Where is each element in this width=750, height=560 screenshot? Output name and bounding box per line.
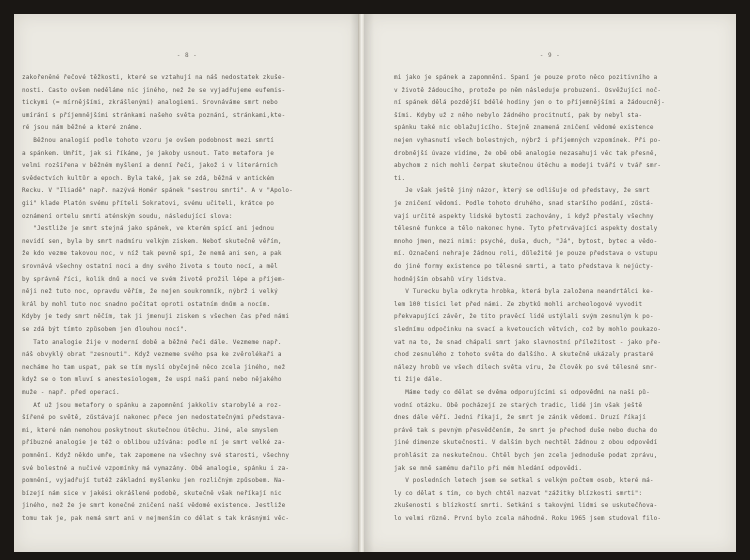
- text-line: "Jestliže je smrt stejná jako spánek, ve kterém spící ani jednou: [22, 225, 275, 233]
- text-line: je zničení vědomí. Podle tohoto druhého, snad staršího podání, zůstá-: [394, 200, 654, 207]
- text-line: V posledních letech jsem se setkal s velkým počtem osob, které má-: [394, 477, 654, 485]
- text-line: nosti. Často ovšem neděláme nic jiného, než že se vyjadřujeme eufemis-: [22, 86, 286, 94]
- text-line: zakořeněné řečové těžkosti, které se vztahují na náš nedostatek zkuše-: [22, 74, 286, 81]
- text-line: prohlásit za neskutečnou. Chtěl bych jen zcela jednoduše podat zprávu,: [394, 452, 658, 459]
- text-line: Běžnou analogií podle tohoto vzoru je ovšem podobnost mezi smrtí: [22, 137, 275, 144]
- text-line: nejen vyhasnutí všech bolestných, nýbrž i příjemných vzpomínek. Při po-: [394, 137, 662, 144]
- text-line: příbuzné analogie je též o oblibou užívána: podle ní je smrt velké za-: [22, 439, 286, 447]
- text-line: lo velmi různě. První bylo zcela náhodné. Roku 1965 jsem studoval filo-: [394, 515, 662, 522]
- text-line: oznámení ortelu smrti aténským soudu, následující slova:: [22, 212, 233, 220]
- text-line: svědectvích kultůr a epoch. Byla také, jak se zdá, běžná v antickém: [22, 174, 275, 182]
- text-line: náš obvyklý obrat "zesnouti". Když vezmeme svého psa ke zvěrolékaři a: [22, 351, 282, 359]
- text-line: hodnějším obsahů víry lidstva.: [394, 275, 507, 283]
- text-line: Kdyby je tedy smrt něčím, tak ji jmenuji ziskem s všechen čas před námi: [22, 313, 290, 321]
- text-line: jiné dimenze skutečnosti. V dalším bych nechtěl žádnou z obou odpovědí: [394, 439, 658, 447]
- text-line: vají určité aspekty lidské bytosti zachovány, i když přestaly všechny: [394, 212, 654, 220]
- text-line: nálezy hrobů ve všech dílech světa víru, že člověk po své tělesné smr-: [394, 363, 658, 371]
- text-line: necháme ho tam uspat, pak se tím myslí obyčejně něco zcela jiného, než: [22, 363, 286, 371]
- text-line: velmi rozšířena v běžném myšlení a denní řeči, jakož i v literárních: [22, 162, 278, 170]
- text-line: abychom z nich mohli čerpat skutečnou útěchu a modeji tváří v tvář smr-: [394, 162, 662, 170]
- text-line: král by mohl tuto noc snadno počítat oproti ostatním dnům a nocím.: [22, 300, 271, 308]
- text-line: drobnější úvaze vidíme, že obě obě analogie nezasahují věc tak přesně,: [394, 149, 658, 157]
- text-line: gii" klade Platón svému příteli Sokratovi, svému učiteli, krátce po: [22, 200, 275, 207]
- text-line: něji než tuto noc, opravdu věřím, že nejen soukromník, nýbrž i velký: [22, 288, 278, 296]
- text-line: mnoho jmen, mezi nimi: psyché, duša, duch, "Já", bytost, bytec a vědo-: [394, 237, 658, 245]
- text-line: jak se mně samému dařilo při mém hledání odpovědi.: [394, 464, 583, 472]
- text-line: bízejí nám sice v jakési okrášlené podobě, skutečně však neříkají nic: [22, 489, 282, 497]
- text-line: zkušenosti s blízkostí smrti. Setkání s takovými lidmi se uskutečňova-: [394, 502, 658, 510]
- text-line: lem 100 tisíci let před námi. Ze zbytků mohli archeologové vyvodit: [394, 300, 643, 308]
- text-line: Je však ještě jiný názor, který se odlišuje od představy, že smrt: [394, 187, 650, 195]
- text-line: ti žije dále.: [394, 376, 443, 384]
- text-line: srovnává všechny ostatní noci a dny svého života s touto nocí, a měl: [22, 263, 278, 270]
- text-line: když se o tom mluví s anestesiologem, že uspí naši paní nebo nějakého: [22, 376, 282, 384]
- text-line: mí. Označení nehraje žádnou roli, důležité je pouze představa o vstupu: [394, 250, 658, 258]
- text-line: vat na to, že snad chápali smrt jako slavnostní příležitost - jako pře-: [394, 338, 662, 346]
- left-page-number: - 8 -: [176, 52, 198, 59]
- text-line: spánku také nic oblažujícího. Stejně znamená zničení vědomé existence: [394, 124, 654, 132]
- text-line: dnes dále věří. Jedni říkají, že smrt je zánik vědomí. Druzí říkají: [394, 414, 647, 422]
- text-line: mi jako je spánek a zapomnění. Spaní je pouze proto něco pozitivního a: [394, 74, 658, 81]
- text-line: Řecku. V "Iliadě" např. nazývá Homér spánek "sestrou smrti". A v "Apolo-: [22, 187, 293, 195]
- text-line: by správně říci, kolik dnů a nocí ve svém životě prožil lépe a příjem-: [22, 275, 286, 283]
- right-page: [364, 14, 736, 552]
- right-page-number: - 9 -: [539, 52, 561, 59]
- text-line: šími. Kdyby už z něho nebylo žádného procitnutí, pak by nebyl sta-: [394, 111, 643, 119]
- text-line: Tato analogie žije v moderní době a běžné řeči dále. Vezmeme např.: [22, 338, 282, 346]
- text-line: mi, které nám nemohou poskytnout skutečnou útěchu. Jiné, ale smyslem: [22, 426, 278, 434]
- text-line: chod zesnulého z tohoto světa do dalšího. A skutečně ukázaly prastaré: [394, 351, 654, 359]
- left-page: [14, 14, 360, 552]
- text-line: tickymi (= mírnějšími, zkrášlenými) analogiemi. Srovnáváme smrt nebo: [22, 99, 278, 107]
- text-line: nevidí sen, byla by smrt nadmíru velkým ziskem. Neboť skutečně věřím,: [22, 237, 282, 245]
- text-line: ti.: [394, 174, 406, 182]
- text-line: šířené po světě, zůstávají nakonec přece jen nedostatečnými představa-: [22, 414, 286, 422]
- right-page-gutter-shadow: [364, 14, 374, 552]
- text-line: ré jsou nám běžné a které známe.: [22, 124, 143, 132]
- text-line: tělesné funkce a tělo nakonec hyne. Tyto přetrvávající aspekty dostaly: [394, 225, 658, 233]
- text-line: Máme tedy co dělat se dvěma odporujícími si odpověďmi na naši pů-: [394, 389, 650, 396]
- text-line: ní spánek dělá pozdější bdělé hodiny jen o to příjemnějšími a žádoucněj-: [394, 99, 665, 107]
- text-line: Ať už jsou metafory o spánku a zapomnění jakkoliv starobylé a roz-: [22, 401, 282, 409]
- text-line: se zdá být tímto způsobem jen dlouhou nocí".: [22, 326, 188, 333]
- text-line: slednímu odpočinku na svací a kvetoucích větvích, což by mohlo poukazo-: [394, 326, 662, 333]
- text-line: právě tak s pevným přesvědčením, že smrt je přechod duše nebo ducha do: [394, 426, 658, 434]
- text-line: své bolestné a nučivé vzpomínky má vymazány. Obě analogie, spánku i za-: [22, 464, 290, 472]
- text-line: že kdo vezme takovou noc, v níž tak pevně spí, že nemá ani sen, a pak: [22, 250, 282, 258]
- text-line: vodní otázku. Obě pocházejí ze starých tradic, lidé jím však ještě: [394, 401, 643, 409]
- text-line: umírání s příjemnějšími stránkami našeho světa poznání, stránkami,kte-: [22, 111, 286, 119]
- text-line: ly co dělat s tím, co bych chtěl nazvat "zážitky blízkosti smrti":: [394, 489, 643, 497]
- text-line: a spánkem. Umřít, jak si říkáme, je jakoby usnout. Tato metafora je: [22, 149, 275, 157]
- text-line: pomnění, vyjadřují tutéž základní myšlenku jen rozličným způsobem. Na-: [22, 477, 286, 485]
- text-line: překvapující závěr, že tito pravěcí lidé ustýlali svým zesnulým k po-: [394, 313, 654, 321]
- text-line: jiného, než že je smrt konečné zničení naší vědomé existence. Jestliže: [22, 502, 286, 510]
- text-line: V Turecku byla odkryta hrobka, která byla založena neandrtálci ke-: [394, 288, 654, 296]
- text-line: pomnění. Když někdo umře, tak zapomene na všechny své starosti, všechny: [22, 452, 290, 459]
- text-line: muže - např. před operací.: [22, 389, 120, 396]
- text-line: tomu tak je, pak nemá smrt ani v nejmenším co dělat s tak krásnými věc-: [22, 515, 290, 522]
- text-line: do jiné formy existence po tělesné smrti, a tato představa k nejúcty-: [394, 263, 654, 270]
- text-line: v životě žádoucího, protože po něm následuje probuzení. Osvěžující noč-: [394, 86, 662, 94]
